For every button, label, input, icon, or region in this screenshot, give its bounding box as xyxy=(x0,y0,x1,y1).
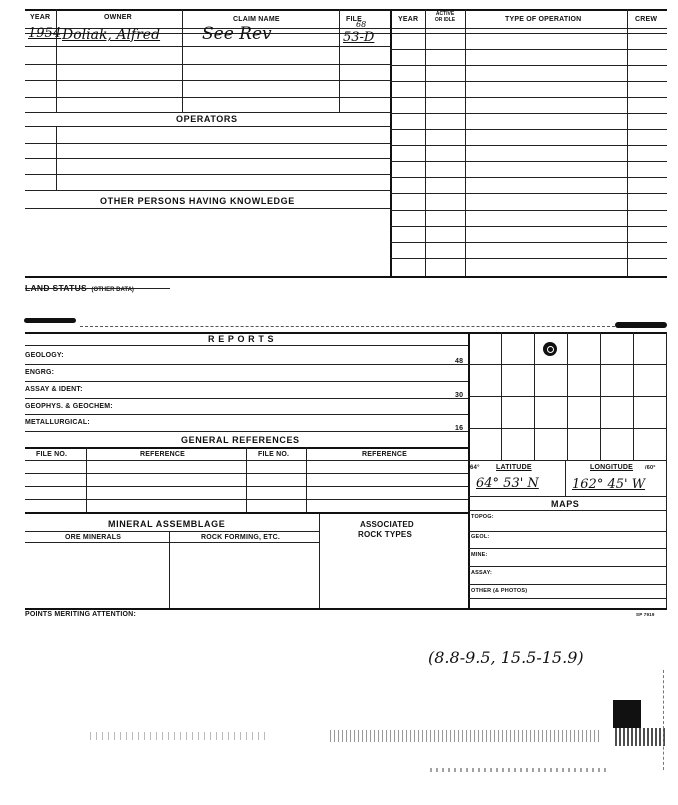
maps-assay: ASSAY: xyxy=(471,570,493,576)
header-claim-name: CLAIM NAME xyxy=(233,16,280,23)
report-metallurgical-num: 16 xyxy=(455,425,464,432)
header-or-idle: OR IDLE xyxy=(434,17,456,23)
land-status-text: LAND STATUS xyxy=(25,283,88,293)
report-metallurgical-label: METALLURGICAL: xyxy=(25,419,90,426)
reports-title: R E P O R T S xyxy=(208,334,275,344)
maps-geol: GEOL: xyxy=(471,534,490,540)
longitude-suffix: /60° xyxy=(645,465,656,471)
header-type-of-operation: TYPE OF OPERATION xyxy=(505,16,582,23)
maps-mine: MINE: xyxy=(471,552,488,558)
report-assay-label: ASSAY & IDENT: xyxy=(25,386,83,393)
header-year-right: YEAR xyxy=(398,16,419,23)
report-geology-label: GEOLOGY: xyxy=(25,352,64,359)
header-file: FILE xyxy=(346,16,362,23)
form-number: SP 7919 xyxy=(636,612,655,617)
latitude-prefix: 64° xyxy=(470,465,480,471)
report-geophys-label: GEOPHYS. & GEOCHEM: xyxy=(25,403,113,410)
other-persons-title: OTHER PERSONS HAVING KNOWLEDGE xyxy=(100,196,295,206)
row1-year: 1954 xyxy=(28,26,62,41)
associated-label: ASSOCIATED xyxy=(360,520,414,529)
land-status-label xyxy=(25,278,134,296)
maps-topog: TOPOG: xyxy=(471,514,494,520)
ref-header-file-no-1: FILE NO. xyxy=(36,451,68,458)
row1-owner: Doliak, Alfred xyxy=(62,27,161,43)
rock-forming-label: ROCK FORMING, ETC. xyxy=(201,534,281,541)
report-engrg-label: ENGRG: xyxy=(25,369,55,376)
latitude-value: 64° 53' N xyxy=(476,476,539,491)
land-status-sub: (OTHER DATA) xyxy=(91,287,134,293)
header-crew: CREW xyxy=(635,16,658,23)
row1-file-note: 68 xyxy=(356,20,367,29)
mineral-title: MINERAL ASSEMBLAGE xyxy=(108,519,226,529)
handwritten-note: (8.8-9.5, 15.5-15.9) xyxy=(428,648,584,667)
general-references-title: GENERAL REFERENCES xyxy=(181,435,300,445)
ref-header-reference-1: REFERENCE xyxy=(140,451,185,458)
ref-header-reference-2: REFERENCE xyxy=(362,451,407,458)
maps-title: MAPS xyxy=(551,499,580,509)
longitude-value: 162° 45' W xyxy=(572,477,646,492)
ore-minerals-label: ORE MINERALS xyxy=(65,534,122,541)
circle-mark-icon xyxy=(543,342,557,356)
header-year: YEAR xyxy=(30,14,51,21)
longitude-label: LONGITUDE xyxy=(590,464,634,471)
header-owner: OWNER xyxy=(104,14,132,21)
report-geology-num: 48 xyxy=(455,358,464,365)
latitude-label: LATITUDE xyxy=(496,464,532,471)
row1-claim-name: See Rev xyxy=(202,24,272,44)
header-active: ACTIVE xyxy=(435,11,455,17)
points-meriting-attention: POINTS MERITING ATTENTION: xyxy=(25,611,136,618)
row1-file: 53-D xyxy=(343,30,375,45)
ref-header-file-no-2: FILE NO. xyxy=(258,451,290,458)
rock-types-label: ROCK TYPES xyxy=(358,530,413,539)
report-assay-num: 30 xyxy=(455,392,464,399)
operators-title: OPERATORS xyxy=(176,114,238,124)
maps-other: OTHER (& PHOTOS) xyxy=(471,588,528,594)
